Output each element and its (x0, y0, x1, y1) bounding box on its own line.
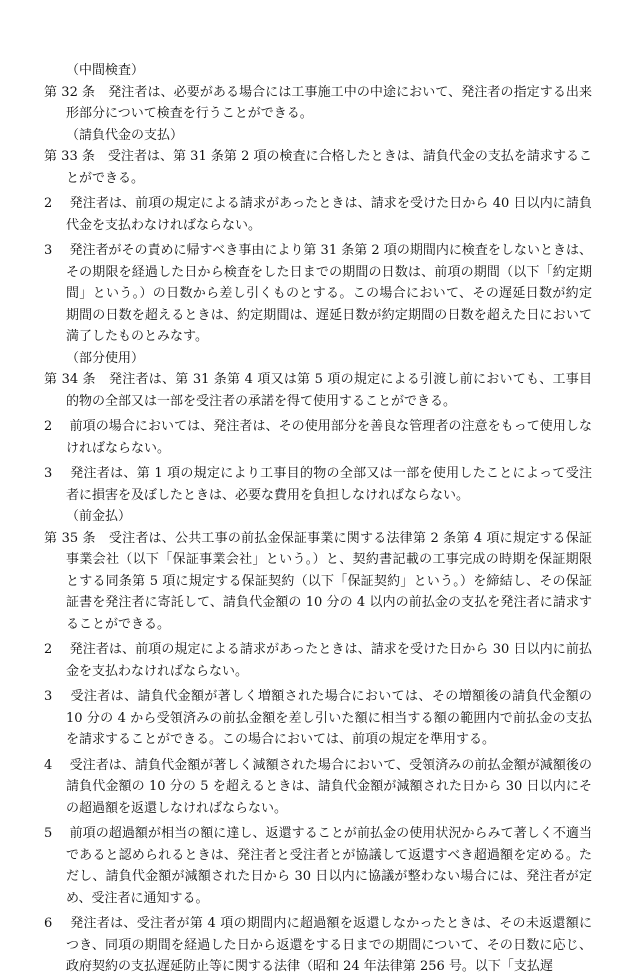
document-page (44, 60, 592, 978)
article-35-paragraph-3: 3 受注者は、請負代金額が著しく増額された場合においては、その増額後の請負代金額の 10 分の 4 から受領済みの前払金額を差し引いた額に相当する額の範囲内で前払金の支払を請求することができる。この場合においては、前項の規定を準用する。 (44, 689, 592, 747)
article-35: 第 35 条 受注者は、公共工事の前払金保証事業に関する法律第 2 条第 4 項に規定する保証事業会社（以下「保証事業会社」という。）と、契約書記載の工事完成の時期を保証期限とする同条第 5 項に規定する保証契約（以下「保証契約」という。）を締結し、その保証証書を発注者に寄託して、請負代金額の 10 分の 4 以内の前払金の支払を発注者に請求することができる。 (44, 530, 592, 632)
article-35-paragraph-4: 4 受注者は、請負代金額が著しく減額された場合において、受領済みの前払金額が減額後の請負代金額の 10 分の 5 を超えるときは、請負代金額が減額された日から 30 日以内にその超過額を返還しなければならない。 (44, 757, 592, 816)
article-33-paragraph-3: 3 発注者がその責めに帰すべき事由により第 31 条第 2 項の期間内に検査をしないときは、その期限を経過した日から検査をした日までの期間の日数は、前項の期間（以下「約定期間」という。）の日数から差し引くものとする。この場合において、その遅延日数が約定期間の日数を超えるときは、約定期間は、遅延日数が約定期間の日数を超えた日において満了したものとみなす。 (44, 243, 592, 344)
section-heading-payment: （請負代金の支払） (66, 127, 184, 143)
article-34-paragraph-2: 2 前項の場合においては、発注者は、その使用部分を善良な管理者の注意をもって使用しなければならない。 (44, 419, 592, 456)
article-34-paragraph-3: 3 発注者は、第 1 項の規定により工事目的物の全部又は一部を使用したことによって受注者に損害を及ぼしたときは、必要な費用を負担しなければならない。 (44, 466, 592, 503)
section-heading-interim-inspection: （中間検査） (66, 63, 145, 78)
section-heading-partial-use: （部分使用） (66, 350, 145, 366)
section-heading-advance-payment: （前金払） (66, 509, 132, 524)
article-35-paragraph-2: 2 発注者は、前項の規定による請求があったときは、請求を受けた日から 30 日以内に前払金を支払わなければならない。 (44, 642, 592, 679)
article-33: 第 33 条 受注者は、第 31 条第 2 項の検査に合格したときは、請負代金の支払を請求することができる。 (44, 149, 592, 186)
article-35-paragraph-6: 6 発注者は、受注者が第 4 項の期間内に超過額を返還しなかったときは、その未返還額につき、同項の期間を経過した日から返還をする日までの期間について、その日数に応じ、政府契約の支払遅延防止等に関する法律（昭和 24 年法律第 256 号。以下「支払遅 (44, 916, 592, 974)
article-33-paragraph-2: 2 発注者は、前項の規定による請求があったときは、請求を受けた日から 40 日以内に請負代金を支払わなければならない。 (44, 196, 592, 233)
article-35-paragraph-5: 5 前項の超過額が相当の額に達し、返還することが前払金の使用状況からみて著しく不適当であると認められるときは、発注者と受注者とが協議して返還すべき超過額を定める。ただし、請負代金額が減額された日から 30 日以内に協議が整わない場合には、発注者が定め、受注者に通知する。 (44, 826, 592, 906)
article-34: 第 34 条 発注者は、第 31 条第 4 項又は第 5 項の規定による引渡し前においても、工事目的物の全部又は一部を受注者の承諾を得て使用することができる。 (44, 372, 592, 409)
article-32: 第 32 条 発注者は、必要がある場合には工事施工中の中途において、発注者の指定する出来形部分について検査を行うことができる。 (44, 84, 592, 121)
